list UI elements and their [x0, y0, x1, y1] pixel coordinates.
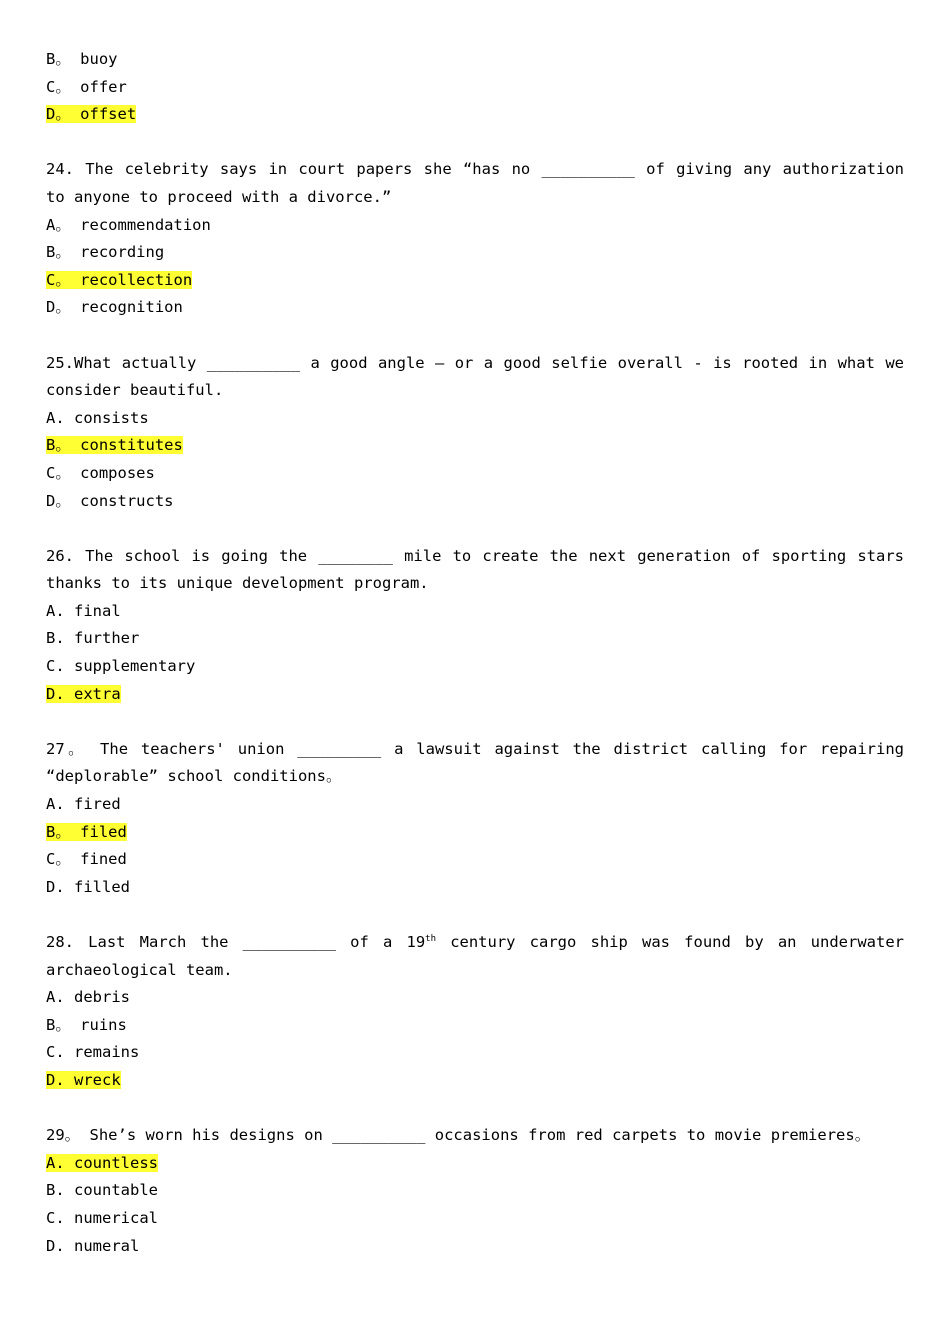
highlighted-answer: D。 offset: [46, 105, 137, 124]
question-27: [46, 736, 904, 902]
question-28: [46, 929, 904, 1095]
question-stem: 27。 The teachers' union _________ a lawsuit against the district calling for repairing “deplorable” school conditions。: [46, 739, 904, 786]
question-stem: 28. Last March the __________ of a 19th century cargo ship was found by an underwater archaeological team.: [46, 933, 905, 979]
question-25: [46, 350, 904, 516]
option-d: D. numeral: [46, 1236, 140, 1255]
option-a-correct: [46, 1150, 904, 1178]
option-d: D. filled: [46, 877, 130, 896]
option-d-correct: [46, 1067, 904, 1095]
option-a: A. debris: [46, 988, 130, 1007]
option-d: D。 constructs: [46, 491, 174, 510]
highlighted-answer: B。 constitutes: [46, 436, 183, 455]
option-d-correct: [46, 681, 904, 709]
option-c: C。 fined: [46, 850, 127, 869]
option-b: B。 ruins: [46, 1015, 127, 1034]
option-a: A. final: [46, 601, 121, 620]
option-b: B. further: [46, 629, 140, 648]
option-d-correct: [46, 101, 904, 129]
question-stem: 29。 She’s worn his designs on __________ occasions from red carpets to movie premieres。: [46, 1126, 871, 1145]
option-c: C. supplementary: [46, 657, 196, 676]
option-c: C. remains: [46, 1043, 140, 1062]
option-c: C。 composes: [46, 463, 155, 482]
highlighted-answer: D. wreck: [46, 1070, 121, 1089]
option-a: A。 recommendation: [46, 215, 211, 234]
document-page: [46, 46, 904, 1260]
option-b-correct: [46, 819, 904, 847]
option-b-correct: [46, 432, 904, 460]
question-stem: 26. The school is going the ________ mile to create the next generation of sporting stars thanks to its unique development program.: [46, 546, 904, 593]
superscript-th: th: [425, 933, 437, 944]
option-b: B。 recording: [46, 243, 165, 262]
question-29: [46, 1122, 904, 1260]
highlighted-answer: D. extra: [46, 684, 121, 703]
option-d: D。 recognition: [46, 298, 183, 317]
highlighted-answer: B。 filed: [46, 822, 127, 841]
option-b: B. countable: [46, 1181, 158, 1200]
option-c: C。 offer: [46, 77, 127, 96]
question-stem: 25.What actually __________ a good angle — or a good selfie overall - is rooted in what we consider beautiful.: [46, 353, 904, 400]
question-23-options: [46, 46, 904, 129]
option-c: C. numerical: [46, 1208, 158, 1227]
option-a: A. consists: [46, 408, 149, 427]
option-c-correct: [46, 267, 904, 295]
option-b: B。 buoy: [46, 50, 118, 68]
question-stem: 24. The celebrity says in court papers she “has no __________ of giving any authorization to anyone to proceed with a divorce.”: [46, 160, 904, 206]
highlighted-answer: C。 recollection: [46, 270, 193, 289]
question-26: [46, 543, 904, 709]
option-a: A. fired: [46, 795, 121, 814]
highlighted-answer: A. countless: [46, 1153, 158, 1172]
question-24: [46, 156, 904, 322]
